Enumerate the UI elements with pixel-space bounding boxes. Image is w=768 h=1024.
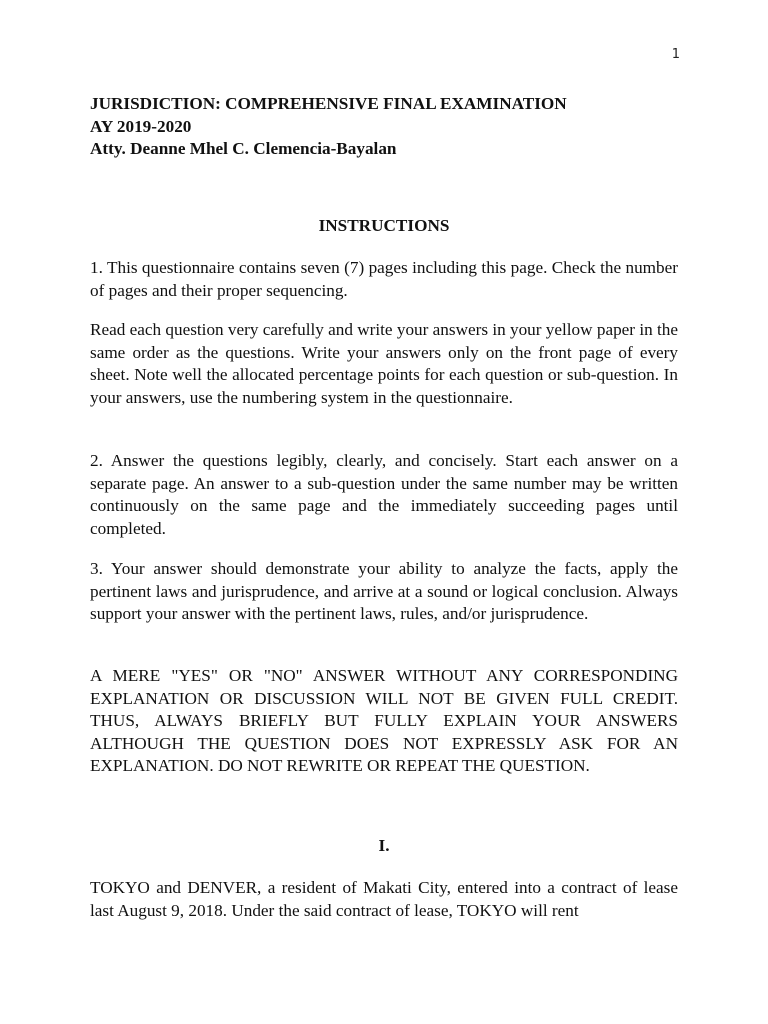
page-number: 1 xyxy=(671,47,680,62)
instruction-item-2: 2. Answer the questions legibly, clearly, and concisely. Start each answer on a separate page. An answer to a sub-question under the same number may be written continuously on the same page and the immediately succeeding pages until completed. xyxy=(90,451,678,538)
instruction-item-3: 3. Your answer should demonstrate your ability to analyze the facts, apply the pertinent laws and jurisprudence, and arrive at a sound or logical conclusion. Always support your answer with the pertinent laws, rules, and/or jurisprudence. xyxy=(90,559,678,623)
exam-author: Atty. Deanne Mhel C. Clemencia-Bayalan xyxy=(90,139,397,158)
instructions-heading: INSTRUCTIONS xyxy=(318,216,450,235)
exam-header xyxy=(90,93,567,161)
question-number: I. xyxy=(378,836,390,855)
instruction-item-1: 1. This questionnaire contains seven (7) pages including this page. Check the number of pages and their proper sequencing. xyxy=(90,258,678,300)
academic-year: AY 2019-2020 xyxy=(90,116,192,136)
instruction-item-1-note: Read each question very carefully and write your answers in your yellow paper in the same order as the questions. Write your answers only on the front page of every sheet. Note well the allocated percentage points for each question or sub-question. In your answers, use the numbering system in the questionnaire. xyxy=(90,320,678,407)
answer-warning: A MERE "YES" OR "NO" ANSWER WITHOUT ANY CORRESPONDING EXPLANATION OR DISCUSSION WILL NOT BE GIVEN FULL CREDIT. THUS, ALWAYS BRIEFLY BUT FULLY EXPLAIN YOUR ANSWERS ALTHOUGH THE QUESTION DOES NOT EXPRESSLY ASK FOR AN EXPLANATION. DO NOT REWRITE OR REPEAT THE QUESTION. xyxy=(90,666,678,775)
exam-title: JURISDICTION: COMPREHENSIVE FINAL EXAMINATION xyxy=(90,94,567,113)
question-text: TOKYO and DENVER, a resident of Makati City, entered into a contract of lease last August 9, 2018. Under the said contract of lease, TOKYO will rent xyxy=(90,878,678,920)
